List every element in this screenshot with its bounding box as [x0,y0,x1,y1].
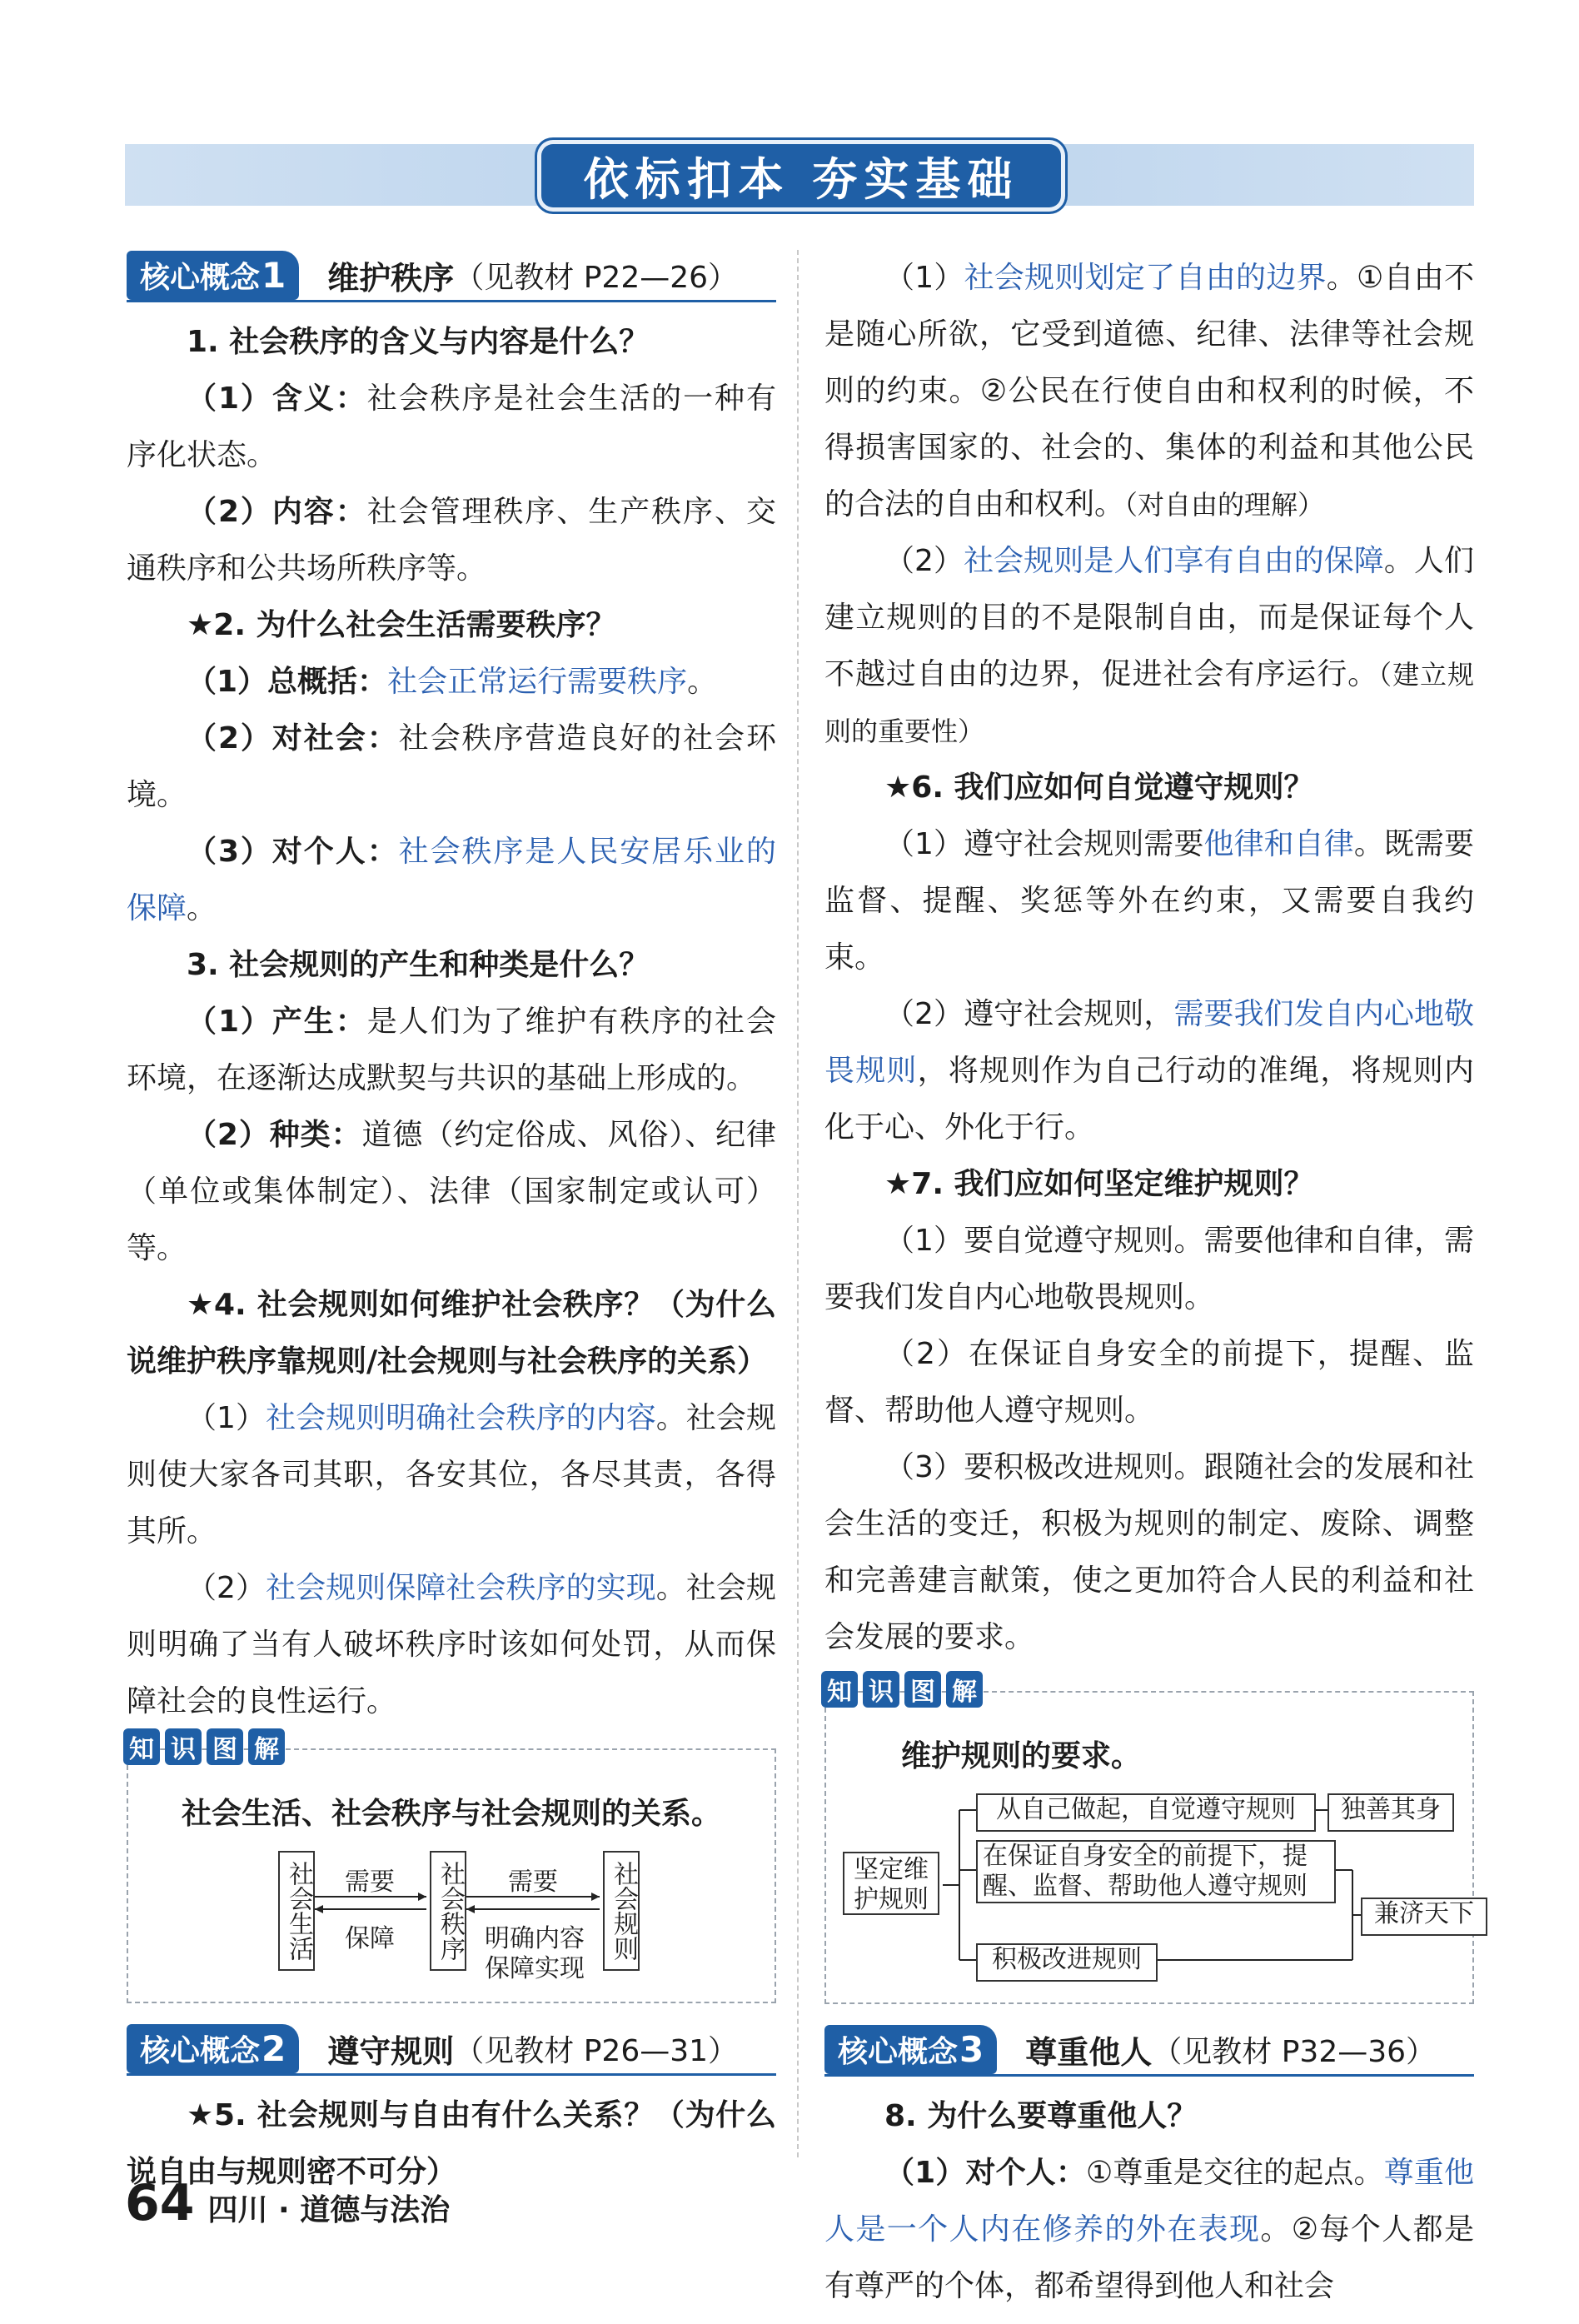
concept-reference: （见教材 P32—36） [1152,2034,1437,2069]
badge-label: 核心概念 [838,2034,959,2069]
answer-2-3: （3）对个人：社会秩序是人民安居乐业的保障。 [127,835,776,925]
footer-title: 四川 · 道德与法治 [207,2193,451,2227]
question-7: ★7. 我们应如何坚定维护规则？ [884,1167,1314,1201]
concept-title: 遵守规则 [327,2032,455,2070]
answer-2-1: （1）总概括：社会正常运行需要秩序。 [187,665,718,699]
question-4: ★4. 社会规则如何维护社会秩序？（为什么说维护秩序靠规则/社会规则与社会秩序的关系） [127,1288,776,1379]
question-5: ★5. 社会规则与自由有什么关系？（为什么说自由与规则密不可分） [127,2098,776,2189]
badge-label: 核心概念 [140,2033,261,2068]
badge-number: 3 [959,2028,984,2070]
answer-3-1: （1）产生：是人们为了维护有秩序的社会环境，在逐渐达成默契与共识的基础上形成的。 [127,1005,776,1095]
answer-1-1: （1）含义：社会秩序是社会生活的一种有序化状态。 [127,382,776,472]
knowledge-diagram-1 [127,1735,776,2003]
left-column [127,250,776,2201]
page-number: 64 [125,2174,195,2232]
answer-5-2: （2）社会规则是人们享有自由的保障。人们建立规则的目的不是限制自由，而是保证每个人不越过自由的边界，促进社会有序运行。（建立规则的重要性） [824,544,1474,747]
answer-3-2: （2）种类：道德（约定俗成、风俗）、纪律（单位或集体制定）、法律（国家制定或认可）等。 [127,1118,776,1265]
concept-reference: （见教材 P26—31） [454,2033,739,2068]
question-2: ★2. 为什么社会生活需要秩序？ [187,608,616,642]
badge-number: 1 [262,254,286,296]
concept-badge [824,2025,997,2074]
diagram-tag: 知 识 图 解 [821,1671,983,1708]
box-social-rules: 社会规则 [603,1851,640,1971]
column-divider [797,250,799,2157]
concept-badge [127,251,299,300]
node-root: 坚定维护规则 [843,1852,939,1915]
answer-2-2: （2）对社会：社会秩序营造良好的社会环境。 [127,721,776,812]
badge-number: 2 [262,2027,286,2069]
node-branch-1: 从自己做起，自觉遵守规则 [976,1793,1316,1832]
answer-4-1: （1）社会规则明确社会秩序的内容。社会规则使大家各司其职，各安其位，各尽其责，各得其所。 [127,1401,776,1549]
question-8: 8. 为什么要尊重他人？ [884,2099,1198,2133]
answer-8-1: （1）对个人：①尊重是交往的起点。尊重他人是一个人内在修养的外在表现。②每个人都是有尊严的个体，都希望得到他人和社会 [824,2156,1474,2303]
box-social-life: 社会生活 [278,1851,315,1971]
concept-header-2 [127,2023,776,2076]
diagram-caption: 社会生活、社会秩序与社会规则的关系。 [181,1797,721,1831]
label-need-2: 需要 [508,1868,558,1897]
concept-title: 尊重他人 [1025,2033,1153,2071]
answer-7-2: （2）在保证自身安全的前提下，提醒、监督、帮助他人遵守规则。 [824,1337,1474,1428]
answer-6-1: （1）遵守社会规则需要他律和自律。既需要监督、提醒、奖惩等外在约束，又需要自我约束。 [824,827,1474,975]
answer-7-1: （1）要自觉遵守规则。需要他律和自律，需要我们发自内心地敬畏规则。 [824,1224,1474,1314]
concept-header-3 [824,2024,1474,2077]
concept-title: 维护秩序 [327,259,455,297]
node-branch-2: 在保证自身安全的前提下，提醒、监督、帮助他人遵守规则 [976,1840,1336,1903]
answer-4-2: （2）社会规则保障社会秩序的实现。社会规则明确了当有人破坏秩序时该如何处罚，从而保障社会的良性运行。 [127,1571,776,1718]
concept-reference: （见教材 P22—26） [454,260,739,295]
label-clarify: 明确内容 [485,1924,585,1953]
diagram-tag: 知 识 图 解 [123,1728,285,1765]
node-result-1: 独善其身 [1327,1793,1454,1832]
diagram-arrows [145,1851,761,1984]
diagram-caption: 维护规则的要求。 [901,1739,1142,1773]
answer-5-1: （1）社会规则划定了自由的边界。①自由不是随心所欲，它受到道德、纪律、法律等社会规则的约束。②公民在行使自由和权利的时候，不得损害国家的、社会的、集体的利益和其他公民的合法的自由和权利。（对自由的理解） [824,261,1474,521]
box-social-order: 社会秩序 [430,1851,466,1971]
label-guard-2: 保障实现 [485,1954,585,1983]
badge-label: 核心概念 [140,260,261,295]
node-branch-3: 积极改进规则 [976,1943,1158,1982]
label-need-1: 需要 [345,1868,395,1897]
page-footer [125,2174,450,2232]
answer-1-2: （2）内容：社会管理秩序、生产秩序、交通秩序和公共场所秩序等。 [127,495,776,586]
concept-badge [127,2024,299,2073]
question-3: 3. 社会规则的产生和种类是什么？ [187,948,650,982]
question-1: 1. 社会秩序的含义与内容是什么？ [187,325,650,359]
question-6: ★6. 我们应如何自觉遵守规则？ [884,771,1314,805]
label-guard-1: 保障 [345,1924,395,1953]
knowledge-diagram-2 [824,1678,1474,2004]
node-result-2: 兼济天下 [1361,1898,1487,1936]
right-column [824,250,1474,2315]
banner-title: 依标扣本 夯实基础 [541,144,1061,207]
answer-6-2: （2）遵守社会规则，需要我们发自内心地敬畏规则，将规则作为自己行动的准绳，将规则内化于心、外化于行。 [824,997,1474,1145]
concept-header-1 [127,250,776,302]
answer-7-3: （3）要积极改进规则。跟随社会的发展和社会生活的变迁，积极为规则的制定、废除、调整和完善建言献策，使之更加符合人民的利益和社会发展的要求。 [824,1450,1474,1654]
